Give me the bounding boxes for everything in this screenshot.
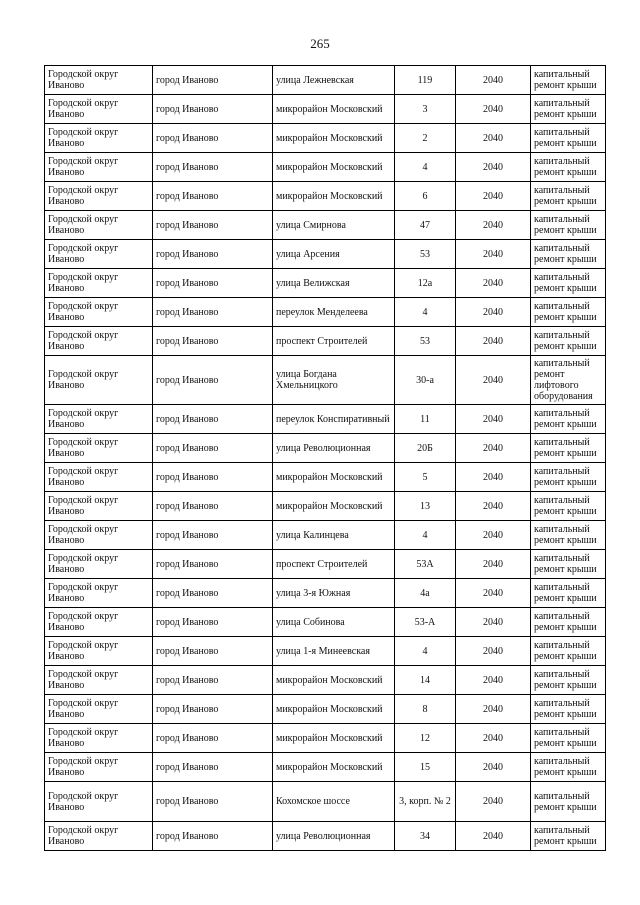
work-type-cell: капитальный ремонт крыши [531,124,606,153]
work-type-cell: капитальный ремонт крыши [531,550,606,579]
street-cell: микрорайон Московский [273,492,395,521]
year-cell: 2040 [456,153,531,182]
house-number-cell: 12 [395,724,456,753]
house-number-cell: 3, корп. № 2 [395,782,456,822]
year-cell: 2040 [456,550,531,579]
street-cell: улица Революционная [273,822,395,851]
year-cell: 2040 [456,124,531,153]
table-row [45,492,606,521]
district-cell: Городской округ Иваново [45,356,153,405]
house-number-cell: 12а [395,269,456,298]
street-cell: микрорайон Московский [273,753,395,782]
house-number-cell: 53 [395,240,456,269]
work-type-cell: капитальный ремонт крыши [531,269,606,298]
table-row [45,434,606,463]
city-cell: город Иваново [153,327,273,356]
house-number-cell: 4 [395,153,456,182]
city-cell: город Иваново [153,298,273,327]
table-row [45,405,606,434]
table-row [45,327,606,356]
district-cell: Городской округ Иваново [45,66,153,95]
work-type-cell: капитальный ремонт крыши [531,66,606,95]
work-type-cell: капитальный ремонт крыши [531,434,606,463]
city-cell: город Иваново [153,66,273,95]
repair-schedule-table [44,65,606,851]
street-cell: улица 1-я Минеевская [273,637,395,666]
year-cell: 2040 [456,753,531,782]
district-cell: Городской округ Иваново [45,666,153,695]
city-cell: город Иваново [153,724,273,753]
city-cell: город Иваново [153,753,273,782]
table-row [45,579,606,608]
district-cell: Городской округ Иваново [45,182,153,211]
table-body [45,66,606,851]
year-cell: 2040 [456,782,531,822]
table-row [45,666,606,695]
street-cell: переулок Конспиративный [273,405,395,434]
work-type-cell: капитальный ремонт крыши [531,463,606,492]
city-cell: город Иваново [153,356,273,405]
year-cell: 2040 [456,463,531,492]
table-row [45,182,606,211]
table-row [45,269,606,298]
table-row [45,695,606,724]
work-type-cell: капитальный ремонт крыши [531,579,606,608]
city-cell: город Иваново [153,822,273,851]
table-row [45,298,606,327]
table-row [45,124,606,153]
table-row [45,608,606,637]
house-number-cell: 53-А [395,608,456,637]
year-cell: 2040 [456,405,531,434]
work-type-cell: капитальный ремонт крыши [531,753,606,782]
street-cell: улица Революционная [273,434,395,463]
district-cell: Городской округ Иваново [45,327,153,356]
district-cell: Городской округ Иваново [45,724,153,753]
work-type-cell: капитальный ремонт крыши [531,298,606,327]
work-type-cell: капитальный ремонт крыши [531,95,606,124]
work-type-cell: капитальный ремонт крыши [531,782,606,822]
city-cell: город Иваново [153,240,273,269]
table-row [45,753,606,782]
district-cell: Городской округ Иваново [45,753,153,782]
city-cell: город Иваново [153,269,273,298]
city-cell: город Иваново [153,463,273,492]
district-cell: Городской округ Иваново [45,269,153,298]
year-cell: 2040 [456,298,531,327]
district-cell: Городской округ Иваново [45,211,153,240]
work-type-cell: капитальный ремонт крыши [531,695,606,724]
table-row [45,822,606,851]
year-cell: 2040 [456,269,531,298]
street-cell: улица Богдана Хмельницкого [273,356,395,405]
city-cell: город Иваново [153,579,273,608]
work-type-cell: капитальный ремонт крыши [531,521,606,550]
street-cell: улица Смирнова [273,211,395,240]
year-cell: 2040 [456,666,531,695]
year-cell: 2040 [456,608,531,637]
city-cell: город Иваново [153,211,273,240]
year-cell: 2040 [456,695,531,724]
district-cell: Городской округ Иваново [45,240,153,269]
district-cell: Городской округ Иваново [45,95,153,124]
year-cell: 2040 [456,66,531,95]
street-cell: микрорайон Московский [273,95,395,124]
table-row [45,637,606,666]
city-cell: город Иваново [153,434,273,463]
house-number-cell: 30-а [395,356,456,405]
work-type-cell: капитальный ремонт крыши [531,405,606,434]
house-number-cell: 4 [395,637,456,666]
work-type-cell: капитальный ремонт крыши [531,492,606,521]
district-cell: Городской округ Иваново [45,822,153,851]
house-number-cell: 2 [395,124,456,153]
house-number-cell: 8 [395,695,456,724]
house-number-cell: 20Б [395,434,456,463]
city-cell: город Иваново [153,637,273,666]
street-cell: проспект Строителей [273,550,395,579]
work-type-cell: капитальный ремонт крыши [531,153,606,182]
table-row [45,153,606,182]
city-cell: город Иваново [153,695,273,724]
year-cell: 2040 [456,211,531,240]
year-cell: 2040 [456,521,531,550]
year-cell: 2040 [456,637,531,666]
street-cell: микрорайон Московский [273,463,395,492]
house-number-cell: 4а [395,579,456,608]
year-cell: 2040 [456,434,531,463]
work-type-cell: капитальный ремонт крыши [531,240,606,269]
house-number-cell: 3 [395,95,456,124]
year-cell: 2040 [456,724,531,753]
district-cell: Городской округ Иваново [45,608,153,637]
house-number-cell: 11 [395,405,456,434]
table-row [45,550,606,579]
house-number-cell: 53 [395,327,456,356]
city-cell: город Иваново [153,153,273,182]
year-cell: 2040 [456,822,531,851]
street-cell: проспект Строителей [273,327,395,356]
district-cell: Городской округ Иваново [45,579,153,608]
year-cell: 2040 [456,95,531,124]
street-cell: переулок Менделеева [273,298,395,327]
district-cell: Городской округ Иваново [45,637,153,666]
street-cell: микрорайон Московский [273,182,395,211]
table-row [45,463,606,492]
city-cell: город Иваново [153,182,273,211]
work-type-cell: капитальный ремонт лифтового оборудования [531,356,606,405]
street-cell: улица Собинова [273,608,395,637]
street-cell: Кохомское шоссе [273,782,395,822]
street-cell: микрорайон Московский [273,724,395,753]
district-cell: Городской округ Иваново [45,298,153,327]
street-cell: улица Калинцева [273,521,395,550]
table-row [45,356,606,405]
house-number-cell: 119 [395,66,456,95]
district-cell: Городской округ Иваново [45,434,153,463]
work-type-cell: капитальный ремонт крыши [531,637,606,666]
district-cell: Городской округ Иваново [45,124,153,153]
house-number-cell: 14 [395,666,456,695]
district-cell: Городской округ Иваново [45,492,153,521]
street-cell: микрорайон Московский [273,153,395,182]
work-type-cell: капитальный ремонт крыши [531,608,606,637]
house-number-cell: 4 [395,298,456,327]
street-cell: микрорайон Московский [273,666,395,695]
house-number-cell: 13 [395,492,456,521]
page-number: 265 [310,36,330,51]
table-row [45,211,606,240]
district-cell: Городской округ Иваново [45,521,153,550]
street-cell: микрорайон Московский [273,124,395,153]
work-type-cell: капитальный ремонт крыши [531,211,606,240]
city-cell: город Иваново [153,124,273,153]
street-cell: улица 3-я Южная [273,579,395,608]
table-row [45,240,606,269]
city-cell: город Иваново [153,550,273,579]
house-number-cell: 34 [395,822,456,851]
city-cell: город Иваново [153,782,273,822]
district-cell: Городской округ Иваново [45,463,153,492]
city-cell: город Иваново [153,608,273,637]
house-number-cell: 4 [395,521,456,550]
work-type-cell: капитальный ремонт крыши [531,327,606,356]
house-number-cell: 53А [395,550,456,579]
table-row [45,724,606,753]
street-cell: улица Арсения [273,240,395,269]
district-cell: Городской округ Иваново [45,782,153,822]
street-cell: улица Лежневская [273,66,395,95]
year-cell: 2040 [456,240,531,269]
district-cell: Городской округ Иваново [45,153,153,182]
district-cell: Городской округ Иваново [45,405,153,434]
work-type-cell: капитальный ремонт крыши [531,822,606,851]
work-type-cell: капитальный ремонт крыши [531,666,606,695]
year-cell: 2040 [456,579,531,608]
district-cell: Городской округ Иваново [45,695,153,724]
work-type-cell: капитальный ремонт крыши [531,724,606,753]
house-number-cell: 47 [395,211,456,240]
work-type-cell: капитальный ремонт крыши [531,182,606,211]
table-row [45,66,606,95]
city-cell: город Иваново [153,521,273,550]
year-cell: 2040 [456,182,531,211]
table-row [45,95,606,124]
table-row [45,782,606,822]
house-number-cell: 15 [395,753,456,782]
house-number-cell: 5 [395,463,456,492]
table-row [45,521,606,550]
city-cell: город Иваново [153,95,273,124]
year-cell: 2040 [456,356,531,405]
city-cell: город Иваново [153,405,273,434]
district-cell: Городской округ Иваново [45,550,153,579]
street-cell: улица Велижская [273,269,395,298]
city-cell: город Иваново [153,666,273,695]
city-cell: город Иваново [153,492,273,521]
year-cell: 2040 [456,492,531,521]
house-number-cell: 6 [395,182,456,211]
street-cell: микрорайон Московский [273,695,395,724]
year-cell: 2040 [456,327,531,356]
